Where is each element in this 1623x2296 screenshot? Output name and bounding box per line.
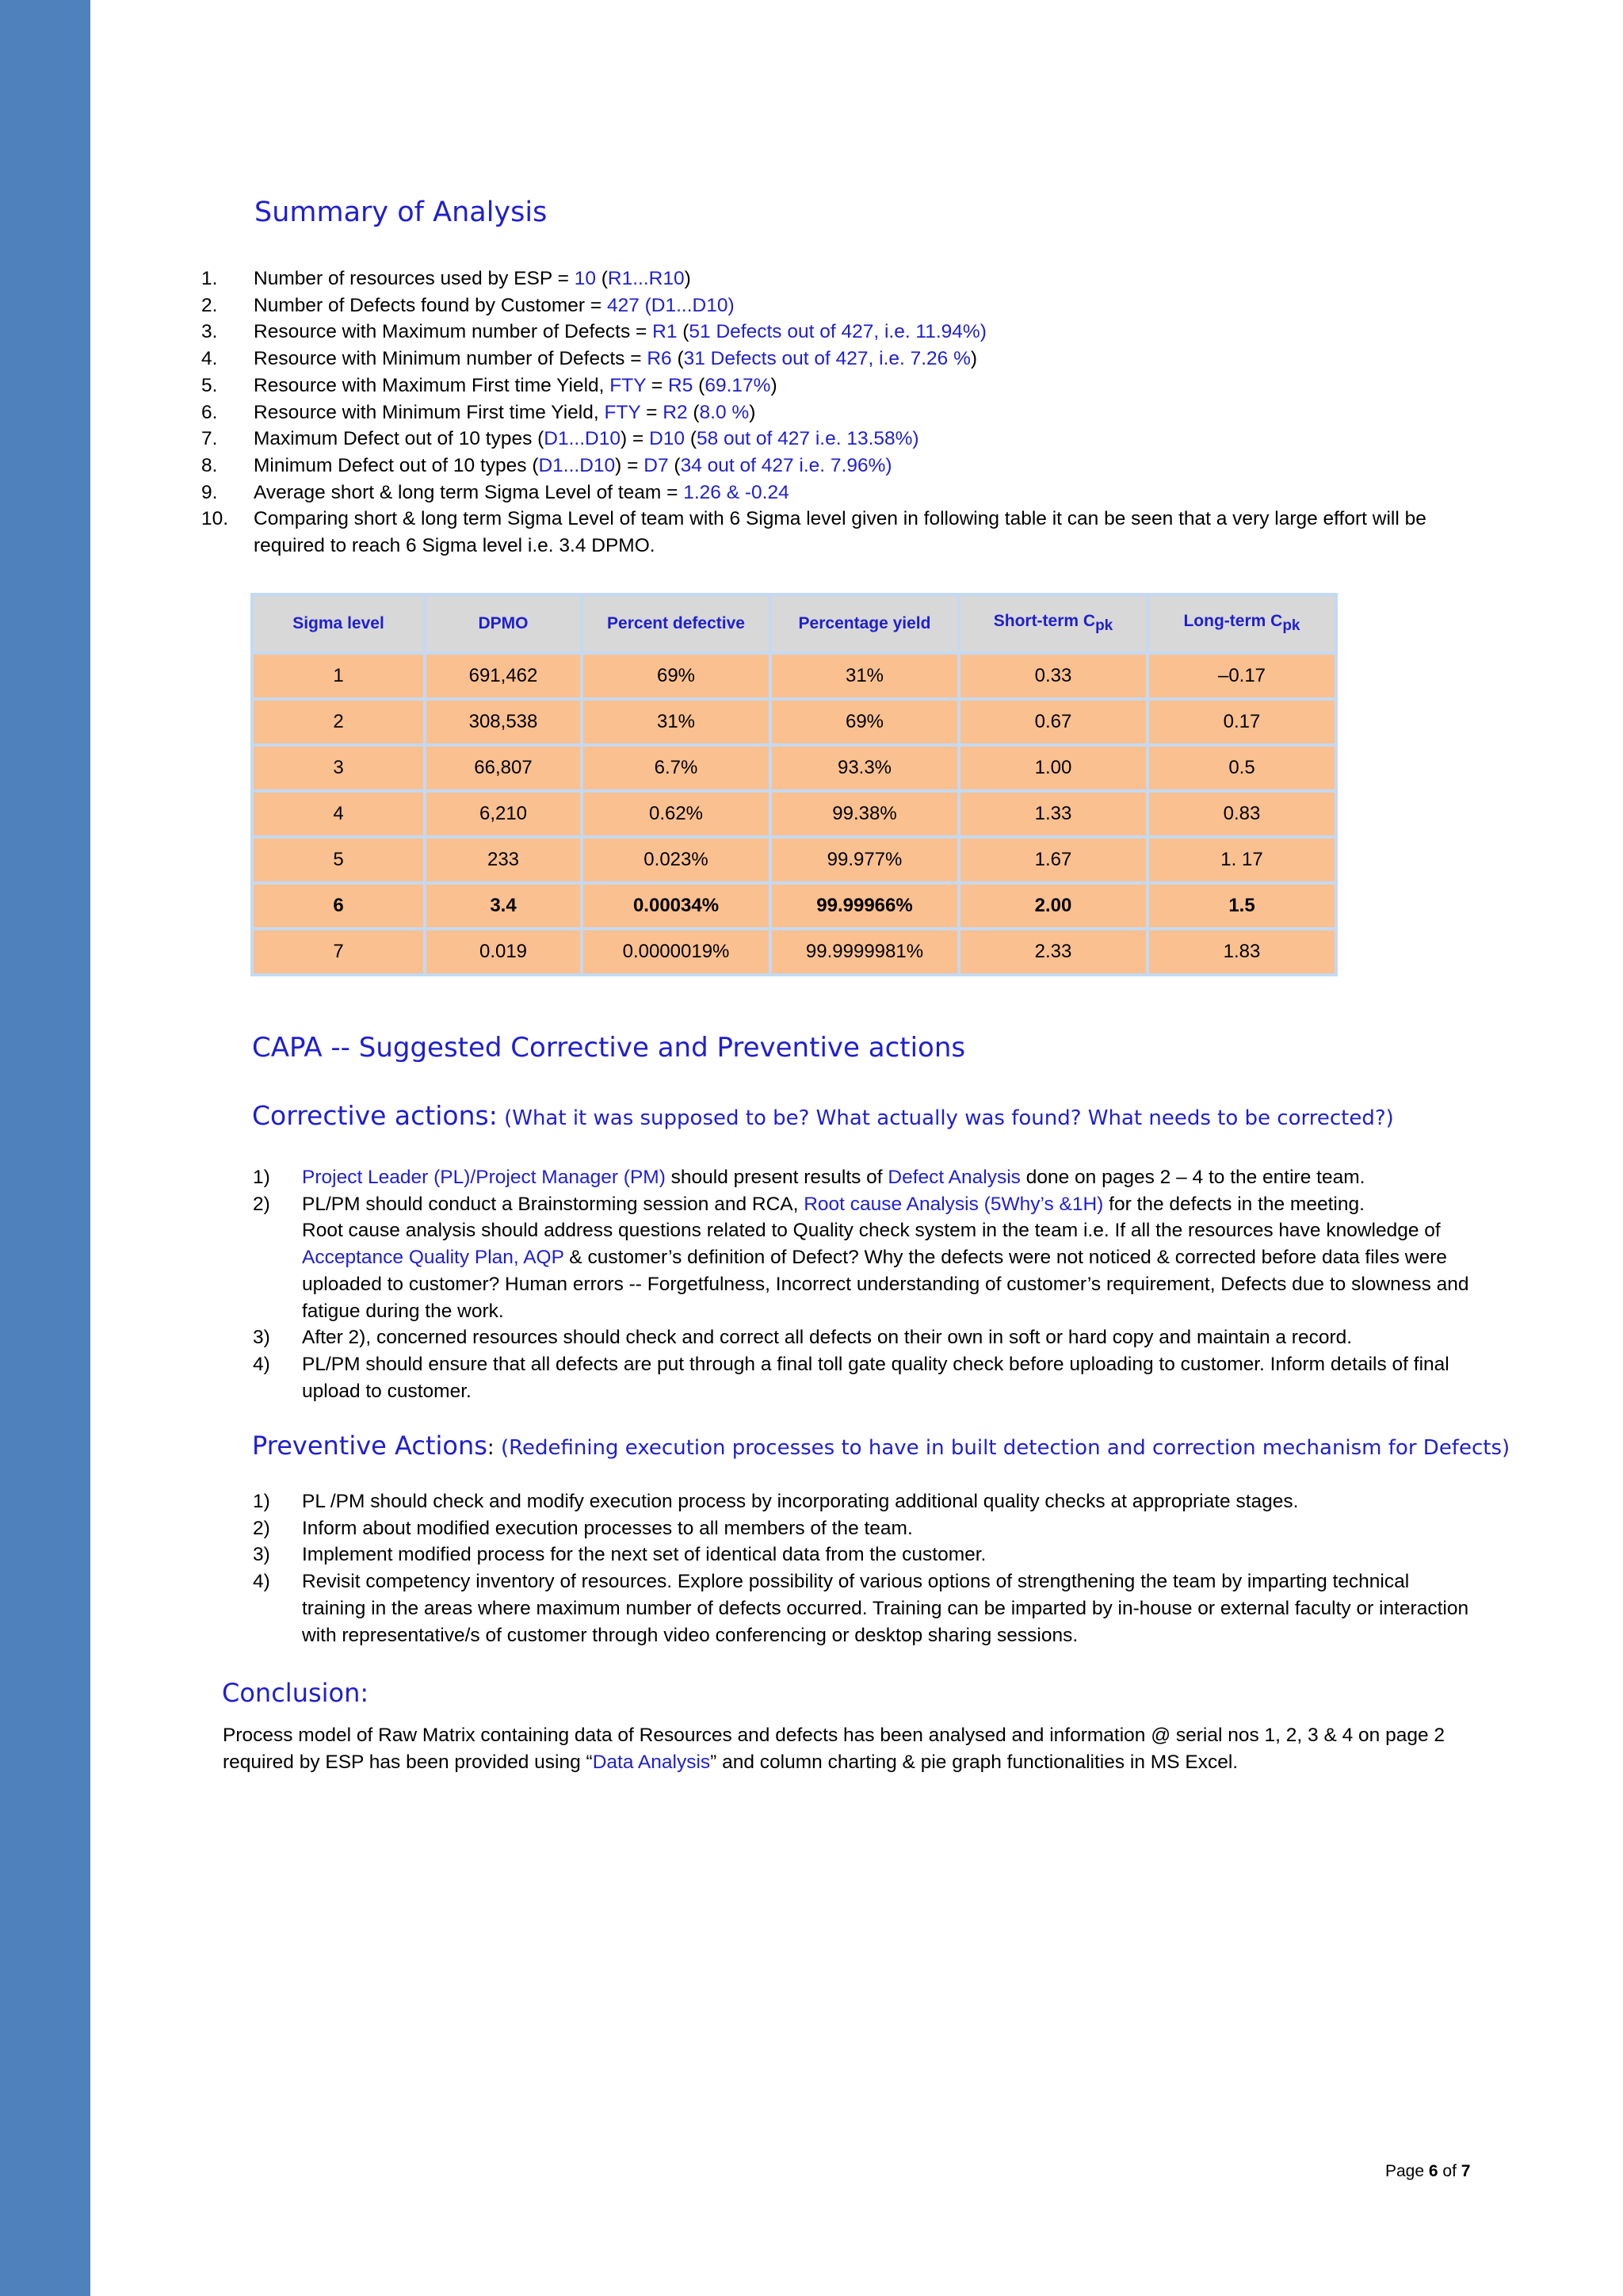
highlighted-text: FTY <box>604 401 641 423</box>
corrective-title: Corrective actions: <box>252 1100 498 1131</box>
text-run: Inform about modified execution processes to all members of the team. <box>302 1517 913 1539</box>
highlighted-text: R6 <box>647 348 672 370</box>
text-run: PL /PM should check and modify execution process by incorporating additional quality checks at appropriate stages. <box>302 1491 1299 1512</box>
text-run: Revisit competency inventory of resources. Explore possibility of various options of strengthening the team by imparting technical training in the areas where maximum number of defects occurred. Training can be imparted by in-house or external faculty or interaction with representative/s of customer through video conferencing or desktop sharing sessions. <box>302 1571 1469 1646</box>
table-cell: 691,462 <box>425 653 582 699</box>
preventive-subtitle: (Redefining execution processes to have in built detection and correction mechanism for Defects) <box>500 1436 1510 1460</box>
text-run: ( <box>685 428 697 450</box>
summary-list <box>201 266 1474 560</box>
highlighted-text: Root cause Analysis (5Why’s &1H) <box>804 1193 1104 1215</box>
table-cell: 66,807 <box>425 745 582 791</box>
text-run: ( <box>687 401 700 423</box>
list-item <box>201 479 1474 506</box>
text-run: Average short & long term Sigma Level of team = <box>254 481 684 503</box>
text-run: = <box>640 401 663 423</box>
table-cell: 3.4 <box>425 883 582 929</box>
list-number: 1. <box>201 268 218 289</box>
text-run: Process model of Raw Matrix containing data of Resources and defects has been analysed and information @ serial nos 1, 2, 3 & 4 on page 2 required by ESP has been provided using “ <box>223 1725 1445 1773</box>
preventive-heading <box>252 1431 1510 1461</box>
text-run: Implement modified process for the next set of identical data from the customer. <box>302 1544 987 1566</box>
text-run: Minimum Defect out of 10 types ( <box>254 454 539 476</box>
text-run: Maximum Defect out of 10 types ( <box>254 428 544 450</box>
highlighted-text: 58 out of 427 i.e. 13.58%) <box>696 428 919 450</box>
sigma-table <box>250 593 1338 976</box>
highlighted-text: R1 <box>652 321 678 343</box>
text-run: ( <box>671 348 684 370</box>
table-cell: 31% <box>582 699 770 745</box>
list-item <box>253 1164 1475 1191</box>
text-run: should present results of <box>665 1167 888 1188</box>
table-row <box>252 653 1336 699</box>
corrective-subtitle: (What it was supposed to be? What actually was found? What needs to be corrected?) <box>497 1106 1394 1130</box>
capa-heading: CAPA -- Suggested Corrective and Preventive actions <box>252 1032 966 1064</box>
list-number: 4. <box>201 348 218 370</box>
table-cell: 1.83 <box>1148 929 1336 975</box>
table-row <box>252 745 1336 791</box>
table-cell: 99.99966% <box>770 883 959 929</box>
highlighted-text: 34 out of 427 i.e. 7.96%) <box>680 454 892 476</box>
table-cell: 99.977% <box>770 837 959 883</box>
list-number: 8. <box>201 454 218 476</box>
table-cell: 2.00 <box>959 883 1148 929</box>
corrective-heading <box>252 1100 1394 1131</box>
table-cell: 69% <box>582 653 770 699</box>
table-cell: 7 <box>252 929 425 975</box>
col-header-percent-defective: Percent defective <box>582 594 770 653</box>
text-run: done on pages 2 – 4 to the entire team. <box>1020 1167 1365 1188</box>
highlighted-text: D10 <box>649 428 685 450</box>
highlighted-text: R2 <box>663 401 688 423</box>
table-cell: 69% <box>770 699 959 745</box>
list-number: 1) <box>253 1491 270 1512</box>
text-run: ) = <box>615 454 644 476</box>
list-number: 9. <box>201 481 218 503</box>
highlighted-text: 8.0 % <box>699 401 750 423</box>
highlighted-text: Project Leader (PL)/Project Manager (PM) <box>302 1167 666 1188</box>
corrective-list <box>253 1164 1475 1404</box>
col-header-sigma-level: Sigma level <box>252 594 425 653</box>
text-run: After 2), concerned resources should check and correct all defects on their own in soft or hard copy and maintain a record. <box>302 1327 1353 1349</box>
table-row <box>252 837 1336 883</box>
text-run: ( <box>595 268 608 289</box>
col-header-short-term-cpk: Short-term $C_{pk}$ <box>959 594 1148 653</box>
list-number: 2) <box>253 1517 270 1539</box>
list-item <box>201 346 1474 372</box>
table-cell: 31% <box>770 653 959 699</box>
table-cell: 0.67 <box>959 699 1148 745</box>
table-cell: 93.3% <box>770 745 959 791</box>
table-cell: 2 <box>252 699 425 745</box>
sigma-table-body <box>252 653 1336 975</box>
table-cell: 6.7% <box>582 745 770 791</box>
list-number: 5. <box>201 374 218 396</box>
page-number: 6 <box>1428 2162 1438 2180</box>
table-cell: 6 <box>252 883 425 929</box>
list-item <box>201 319 1474 346</box>
highlighted-text: D1...D10 <box>538 454 616 476</box>
list-number: 3) <box>253 1544 270 1566</box>
highlighted-text: Data Analysis <box>592 1752 711 1773</box>
list-number: 1) <box>253 1167 270 1188</box>
table-cell: 1.33 <box>959 791 1148 837</box>
table-cell: 4 <box>252 791 425 837</box>
list-item <box>253 1324 1475 1351</box>
text-run: Resource with Minimum number of Defects = <box>254 348 647 370</box>
list-item <box>201 266 1474 292</box>
list-number: 3) <box>253 1327 270 1349</box>
highlighted-text: R5 <box>668 374 693 396</box>
text-run: ) <box>684 268 691 289</box>
table-cell: 0.83 <box>1148 791 1336 837</box>
preventive-list <box>253 1488 1475 1648</box>
list-number: 10. <box>201 508 229 530</box>
text-run: Resource with Maximum First time Yield, <box>254 374 610 396</box>
table-cell: 1 <box>252 653 425 699</box>
list-number: 2. <box>201 294 218 316</box>
highlighted-text: 69.17% <box>705 374 771 396</box>
highlighted-text: R1...R10 <box>607 268 685 289</box>
list-item <box>253 1541 1475 1568</box>
text-run: ) <box>770 374 777 396</box>
list-number: 3. <box>201 321 218 343</box>
highlighted-text: 31 Defects out of 427, i.e. 7.26 % <box>683 348 971 370</box>
text-run: ( <box>668 454 681 476</box>
conclusion-text <box>223 1722 1491 1776</box>
table-cell: 3 <box>252 745 425 791</box>
list-item <box>253 1568 1475 1648</box>
table-cell: 1. 17 <box>1148 837 1336 883</box>
table-cell: 0.5 <box>1148 745 1336 791</box>
list-item <box>201 372 1474 399</box>
highlighted-text: 1.26 & -0.24 <box>683 481 789 503</box>
table-cell: 5 <box>252 837 425 883</box>
text-run: ( <box>677 321 689 343</box>
table-cell: 0.023% <box>582 837 770 883</box>
sigma-table-header-row <box>252 594 1336 653</box>
highlighted-text: 51 Defects out of 427, i.e. 11.94%) <box>689 321 987 343</box>
table-cell: 1.67 <box>959 837 1148 883</box>
text-run: & customer’s definition of Defect? Why the defects were not noticed & corrected before data files were uploaded to customer? Human errors -- Forgetfulness, Incorrect understanding of customer’s requirement, Defects due to slowness and fatigue during the work. <box>302 1247 1469 1322</box>
list-item <box>201 426 1474 453</box>
text-run: ) <box>749 401 756 423</box>
list-item <box>253 1191 1475 1325</box>
table-cell: 0.019 <box>425 929 582 975</box>
table-cell: 1.00 <box>959 745 1148 791</box>
text-run: Resource with Minimum First time Yield, <box>254 401 605 423</box>
text-run: ) <box>970 348 978 370</box>
table-row <box>252 791 1336 837</box>
list-item <box>201 506 1474 559</box>
sidebar-stripe <box>0 0 90 2296</box>
list-number: 2) <box>253 1193 270 1215</box>
list-item <box>253 1351 1475 1404</box>
summary-heading: Summary of Analysis <box>254 197 548 228</box>
table-cell: 0.17 <box>1148 699 1336 745</box>
text-run: = <box>646 374 669 396</box>
highlighted-text: 427 (D1...D10) <box>606 294 735 316</box>
table-cell: 0.00034% <box>582 883 770 929</box>
table-cell: 0.33 <box>959 653 1148 699</box>
list-number: 4) <box>253 1571 270 1593</box>
highlighted-text: D1...D10 <box>544 428 621 450</box>
table-cell: 99.38% <box>770 791 959 837</box>
text-run: Comparing short & long term Sigma Level of team with 6 Sigma level given in following table it can be seen that a very large effort will be required to reach 6 Sigma level i.e. 3.4 DPMO. <box>254 508 1426 557</box>
table-cell: 233 <box>425 837 582 883</box>
table-cell: 99.9999981% <box>770 929 959 975</box>
table-cell: –0.17 <box>1148 653 1336 699</box>
text-run: PL/PM should conduct a Brainstorming session and RCA, <box>302 1193 804 1215</box>
list-number: 6. <box>201 401 218 423</box>
table-row <box>252 699 1336 745</box>
table-cell: 0.62% <box>582 791 770 837</box>
highlighted-text: 10 <box>574 268 596 289</box>
text-run: PL/PM should ensure that all defects are put through a final toll gate quality check before uploading to customer. Inform details of final upload to customer. <box>302 1353 1449 1402</box>
table-cell: 308,538 <box>425 699 582 745</box>
list-item <box>253 1515 1475 1542</box>
col-header-percentage-yield: Percentage yield <box>770 594 959 653</box>
conclusion-heading: Conclusion: <box>222 1678 369 1708</box>
highlighted-text: Acceptance Quality Plan, AQP <box>302 1247 564 1269</box>
preventive-colon: : <box>487 1436 501 1460</box>
list-number: 7. <box>201 428 218 450</box>
list-item <box>201 292 1474 319</box>
text-run: Resource with Maximum number of Defects = <box>254 321 653 343</box>
highlighted-text: D7 <box>643 454 669 476</box>
preventive-title: Preventive Actions <box>252 1431 487 1461</box>
text-run: ) = <box>620 428 650 450</box>
table-cell: 2.33 <box>959 929 1148 975</box>
table-row <box>252 929 1336 975</box>
table-cell: 0.0000019% <box>582 929 770 975</box>
col-header-long-term-cpk: Long-term $C_{pk}$ <box>1148 594 1336 653</box>
highlighted-text: Defect Analysis <box>888 1167 1021 1188</box>
text-run: Root cause analysis should address questions related to Quality check system in the team i.e. If all the resources have knowledge of <box>302 1220 1441 1242</box>
list-number: 4) <box>253 1353 270 1375</box>
table-cell: 1.5 <box>1148 883 1336 929</box>
list-item <box>201 399 1474 426</box>
text-run: Number of Defects found by Customer = <box>254 294 607 316</box>
page-total: 7 <box>1461 2162 1471 2180</box>
list-item <box>253 1488 1475 1515</box>
text-run: ( <box>693 374 705 396</box>
page-footer: Page 6 of 7 <box>1385 2162 1471 2180</box>
col-header-dpmo: DPMO <box>425 594 582 653</box>
text-run: for the defects in the meeting. <box>1103 1193 1365 1215</box>
table-row <box>252 883 1336 929</box>
table-cell: 6,210 <box>425 791 582 837</box>
list-item <box>201 453 1474 479</box>
text-run: Number of resources used by ESP = <box>254 268 575 289</box>
text-run: ” and column charting & pie graph functionalities in MS Excel. <box>710 1752 1239 1773</box>
highlighted-text: FTY <box>609 374 647 396</box>
